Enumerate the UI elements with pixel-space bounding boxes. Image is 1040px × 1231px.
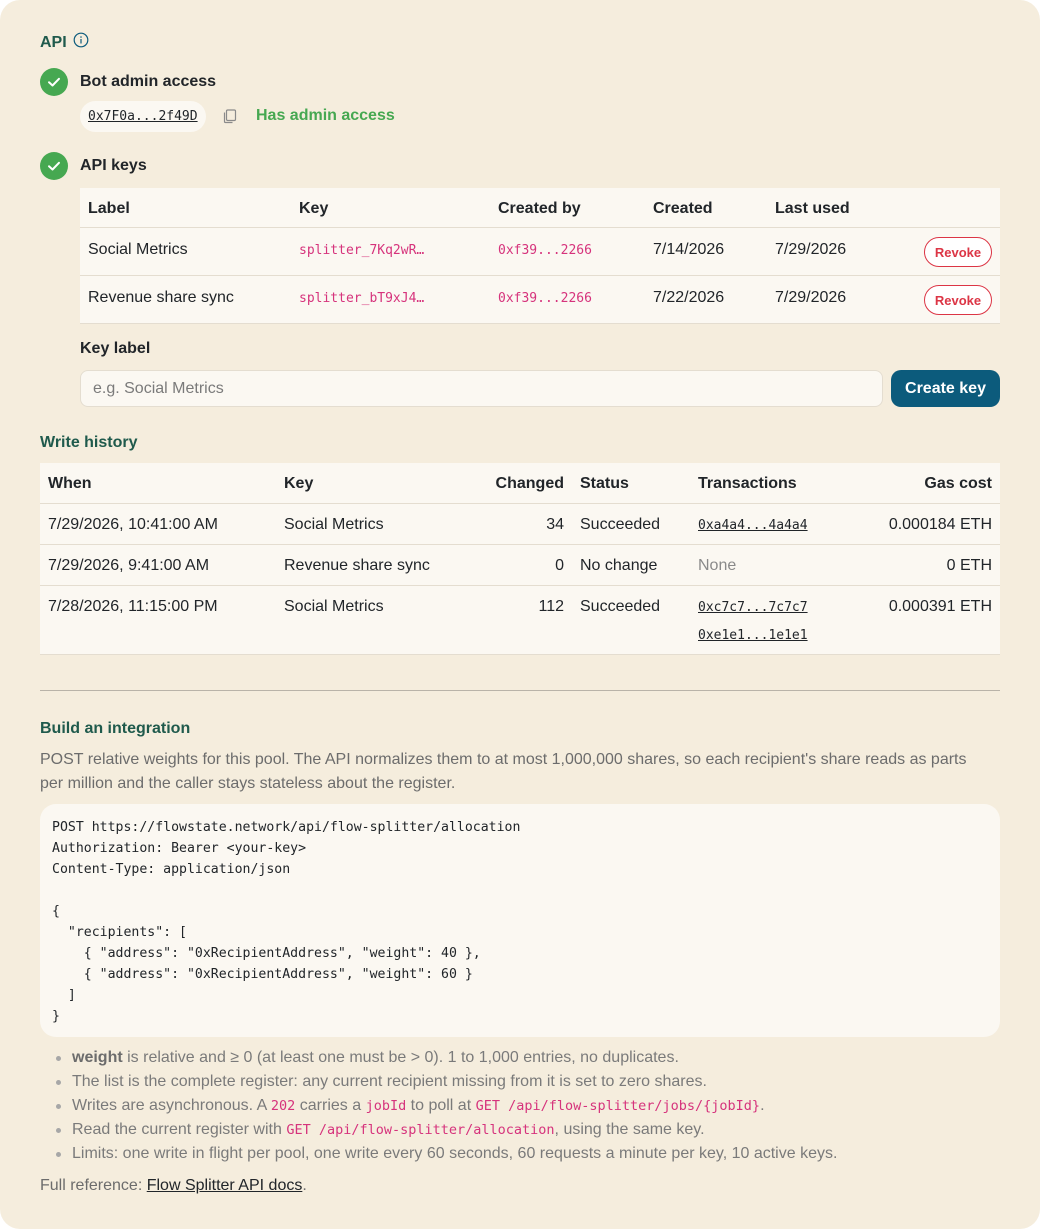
note-text: carries a: [295, 1097, 366, 1114]
tx-link[interactable]: 0xa4a4...4a4a4: [698, 518, 808, 533]
code-sample-text: POST https://flowstate.network/api/flow-splitter/allocation Authorization: Bearer <your-key> Content-Type: application/json { "recipients": [ { "address": "0xRecipientAddress", "weight": 40 }, { "address": "0xRecipientAddress", "weight": 60 } ] }: [52, 820, 521, 1024]
key-last-used: 7/29/2026: [775, 241, 847, 258]
tx-link[interactable]: 0xc7c7...7c7c7: [698, 600, 808, 615]
note-code: jobId: [365, 1098, 407, 1114]
note-text: Read the current register with: [72, 1121, 287, 1138]
col-created: Created: [653, 200, 713, 217]
list-item: [56, 1094, 837, 1118]
key-last-used: 7/29/2026: [775, 289, 847, 306]
col-key: Key: [284, 475, 314, 492]
list-item: [56, 1118, 837, 1142]
tx-none: None: [698, 557, 737, 574]
col-gas-cost: Gas cost: [924, 475, 992, 492]
key-created-by: 0xf39...2266: [498, 243, 592, 258]
bot-address[interactable]: 0x7F0a...2f49D: [80, 101, 206, 132]
ref-prefix: Full reference:: [40, 1177, 147, 1194]
section-divider: [40, 690, 1000, 691]
key-label-title: Key label: [80, 340, 151, 357]
history-key: Social Metrics: [284, 598, 384, 615]
history-gas: 0 ETH: [946, 557, 992, 574]
api-heading: [40, 34, 89, 52]
table-header: [80, 188, 1000, 228]
history-gas: 0.000184 ETH: [888, 516, 992, 533]
key-label: Revenue share sync: [88, 289, 234, 306]
note-code: 202: [270, 1098, 296, 1114]
history-status: No change: [580, 557, 658, 574]
create-key-button[interactable]: Create key: [891, 370, 1000, 407]
list-item: [56, 1070, 837, 1094]
admin-status: Has admin access: [256, 107, 395, 124]
note-text: .: [760, 1097, 765, 1114]
history-status: Succeeded: [580, 598, 661, 615]
history-when: 7/29/2026, 9:41:00 AM: [48, 557, 210, 574]
code-sample[interactable]: [40, 804, 1000, 1037]
write-history-table: [40, 463, 1000, 655]
key-created: 7/22/2026: [653, 289, 725, 306]
col-key: Key: [299, 200, 329, 217]
check-icon: [40, 68, 68, 96]
history-key: Social Metrics: [284, 516, 384, 533]
api-keys-title: API keys: [80, 157, 147, 174]
note-text: to poll at: [406, 1097, 476, 1114]
ref-suffix: .: [302, 1177, 307, 1194]
col-status: Status: [580, 475, 629, 492]
col-created-by: Created by: [498, 200, 581, 217]
note-text: Writes are asynchronous. A: [72, 1097, 271, 1114]
history-changed: 0: [555, 557, 564, 574]
history-when: 7/28/2026, 11:15:00 PM: [48, 598, 218, 615]
list-item: [56, 1142, 837, 1166]
revoke-button[interactable]: Revoke: [924, 285, 992, 315]
col-label: Label: [88, 200, 130, 217]
table-row: [40, 545, 1000, 586]
write-history-title: Write history: [40, 434, 138, 451]
key-created-by: 0xf39...2266: [498, 291, 592, 306]
integration-notes: [56, 1046, 837, 1166]
history-key: Revenue share sync: [284, 557, 430, 574]
col-changed: Changed: [495, 475, 564, 492]
table-header: [40, 463, 1000, 504]
table-row: [40, 586, 1000, 655]
list-item: [56, 1046, 837, 1070]
table-row: [80, 276, 1000, 324]
note-text: , using the same key.: [554, 1121, 705, 1138]
key-value: splitter_bT9xJ4…: [299, 291, 425, 306]
integration-description: POST relative weights for this pool. The API normalizes them to at most 1,000,000 shares, so each recipient's share reads as parts per million and the caller stays stateless about the register.: [40, 751, 967, 792]
note-code: GET /api/flow-splitter/jobs/{jobId}: [475, 1098, 761, 1114]
table-row: [40, 504, 1000, 545]
col-when: When: [48, 475, 92, 492]
full-reference: [40, 1177, 307, 1195]
col-last-used: Last used: [775, 200, 850, 217]
info-icon[interactable]: [73, 32, 89, 48]
history-when: 7/29/2026, 10:41:00 AM: [48, 516, 218, 533]
key-label: Social Metrics: [88, 241, 188, 258]
history-status: Succeeded: [580, 516, 661, 533]
key-value: splitter_7Kq2wR…: [299, 243, 425, 258]
key-created: 7/14/2026: [653, 241, 725, 258]
key-label-input[interactable]: [80, 370, 883, 407]
history-gas: 0.000391 ETH: [888, 598, 992, 615]
copy-icon[interactable]: [222, 108, 238, 124]
note-text: is relative and ≥ 0 (at least one must be > 0). 1 to 1,000 entries, no duplicates.: [122, 1049, 679, 1066]
note-bold: weight: [72, 1049, 123, 1066]
note-code: GET /api/flow-splitter/allocation: [286, 1122, 555, 1138]
api-keys-row: [40, 152, 147, 180]
note-text: The list is the complete register: any current recipient missing from it is set to zero shares.: [72, 1073, 707, 1090]
table-row: [80, 228, 1000, 276]
api-docs-link[interactable]: Flow Splitter API docs: [146, 1177, 303, 1194]
note-text: Limits: one write in flight per pool, one write every 60 seconds, 60 requests a minute per key, 10 active keys.: [72, 1145, 838, 1162]
history-changed: 112: [538, 598, 564, 615]
api-keys-table: [80, 188, 1000, 324]
bot-admin-title: Bot admin access: [80, 73, 217, 90]
bot-admin-row: [40, 68, 216, 96]
check-icon: [40, 152, 68, 180]
tx-link[interactable]: 0xe1e1...1e1e1: [698, 628, 808, 643]
api-title: API: [40, 34, 67, 51]
revoke-button[interactable]: Revoke: [924, 237, 992, 267]
col-transactions: Transactions: [698, 475, 797, 492]
integration-title: Build an integration: [40, 720, 191, 737]
history-changed: 34: [546, 516, 564, 533]
